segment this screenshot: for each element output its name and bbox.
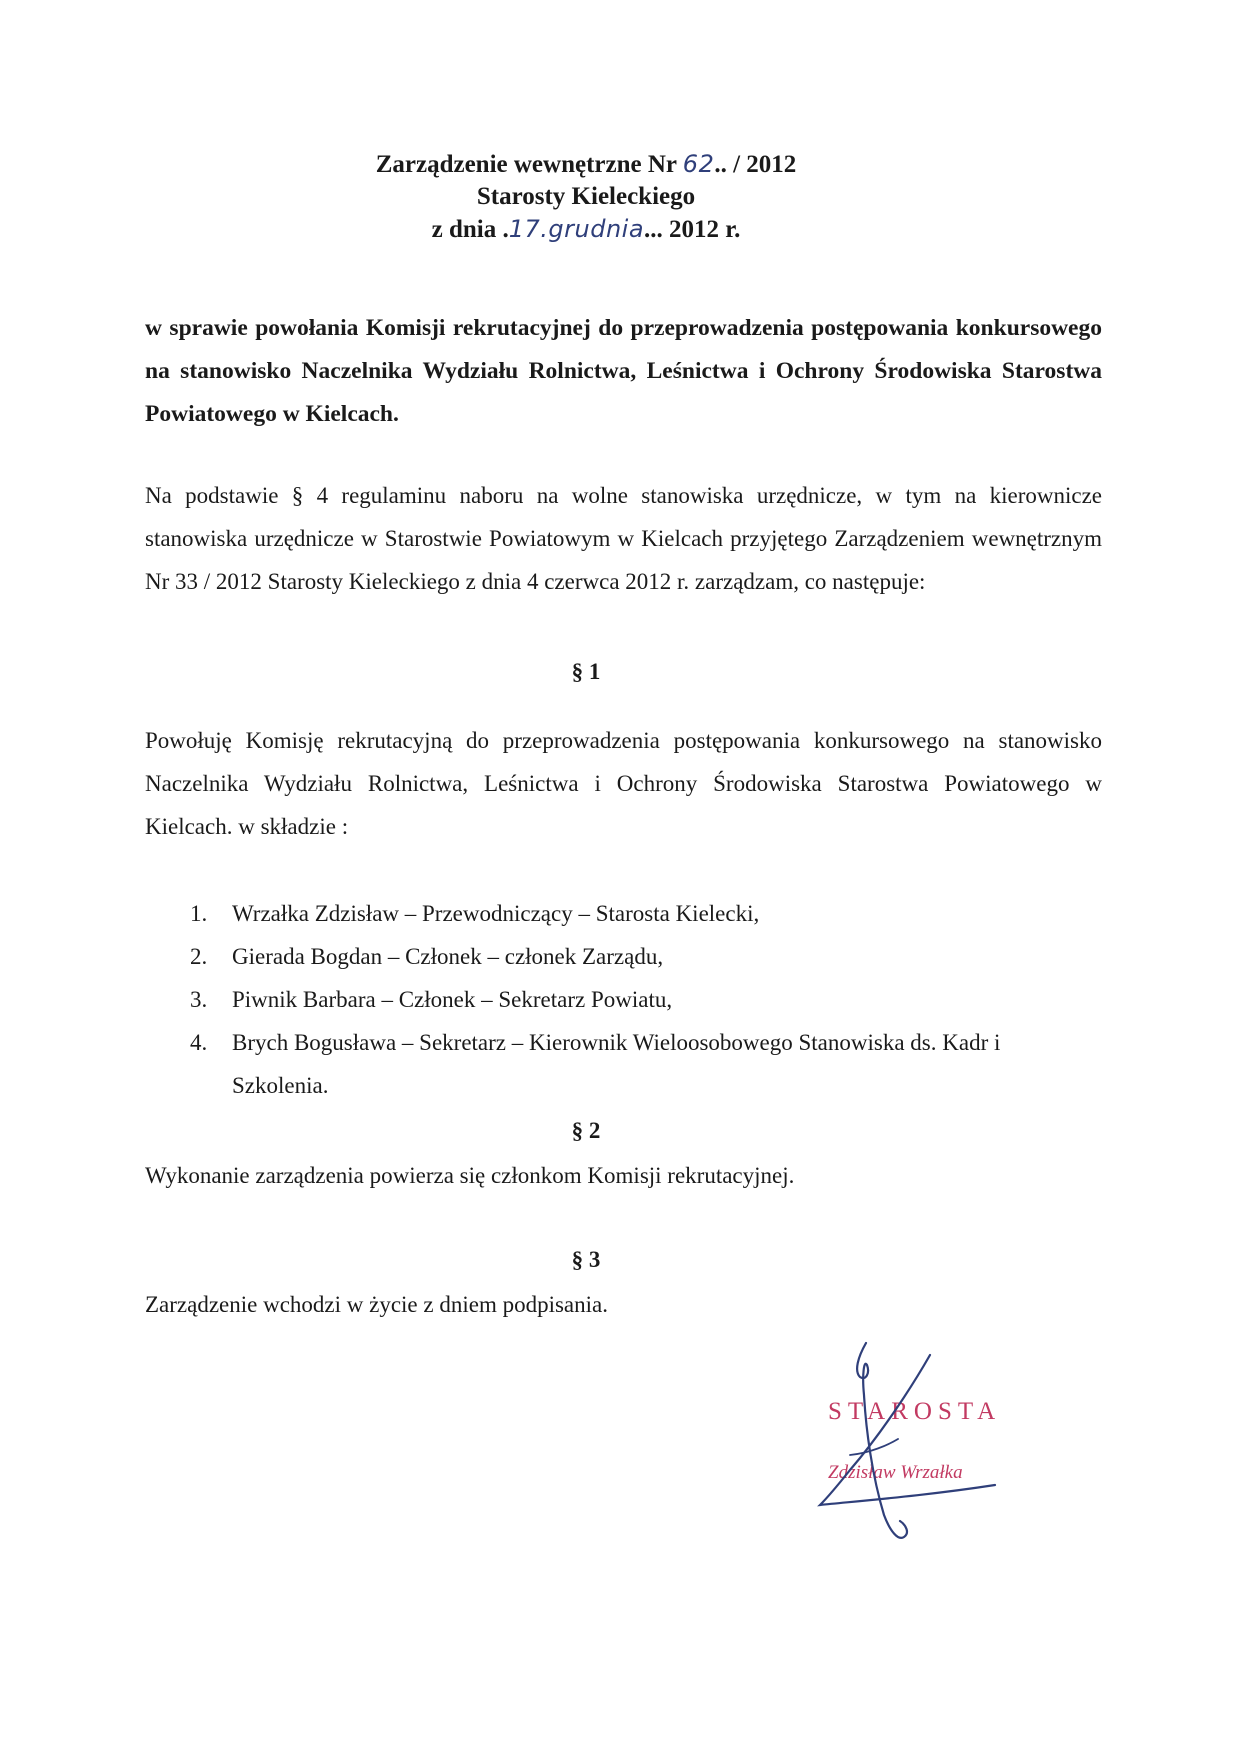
section-3-heading: § 3 [571, 1247, 601, 1272]
list-item: 2. Gierada Bogdan – Członek – członek Zarządu, [190, 944, 664, 969]
section-3-text: Zarządzenie wchodzi w życie z dniem podpisania. [145, 1292, 608, 1317]
document-date: z dnia .17.grudnia... 2012 r. [431, 215, 741, 243]
handwritten-number: 62 [682, 150, 715, 178]
stamp-title: STAROSTA [828, 1398, 1002, 1425]
official-stamp [810, 1335, 1020, 1545]
document-header [0, 148, 1172, 246]
document-subject: w sprawie powołania Komisji rekrutacyjnej do przeprowadzenia postępowania konkursowego na stanowisko Naczelnika Wydziału Rolnictwa, Leśnictwa i Ochrony Środowiska Starostwa Powiatowego w Kielcach. [145, 315, 1102, 427]
list-item: 3. Piwnik Barbara – Członek – Sekretarz Powiatu, [190, 987, 673, 1012]
document-issuer: Starosty Kieleckiego [476, 183, 696, 210]
handwritten-date: 17.grudnia [508, 215, 645, 243]
section-2-heading: § 2 [571, 1118, 601, 1143]
document-title: Zarządzenie wewnętrzne Nr 62.. / 2012 [375, 150, 797, 178]
commission-members-list [190, 892, 1090, 1107]
legal-basis-paragraph: Na podstawie § 4 regulaminu naboru na wolne stanowiska urzędnicze, w tym na kierownicze stanowiska urzędnicze w Starostwie Powiatowym w Kielcach przyjętego Zarządzeniem wewnętrznym Nr 33 / 2012 Starosty Kieleckiego z dnia 4 czerwca 2012 r. zarządzam, co następuje: [145, 483, 1102, 594]
stamp-name: Zdzisław Wrzałka [828, 1462, 963, 1483]
section-1-text: Powołuję Komisję rekrutacyjną do przeprowadzenia postępowania konkursowego na stanowisko Naczelnika Wydziału Rolnictwa, Leśnictwa i Ochrony Środowiska Starostwa Powiatowego w Kielcach. w składzie : [145, 728, 1102, 839]
section-2-text: Wykonanie zarządzenia powierza się członkom Komisji rekrutacyjnej. [145, 1163, 795, 1188]
handwritten-signature [810, 1335, 1020, 1545]
section-1-heading: § 1 [571, 659, 601, 684]
list-item: 4. Brych Bogusława – Sekretarz – Kierownik Wieloosobowego Stanowiska ds. Kadr i Szkolenia. [190, 1030, 1001, 1098]
list-item: 1. Wrzałka Zdzisław – Przewodniczący – Starosta Kielecki, [190, 901, 760, 926]
